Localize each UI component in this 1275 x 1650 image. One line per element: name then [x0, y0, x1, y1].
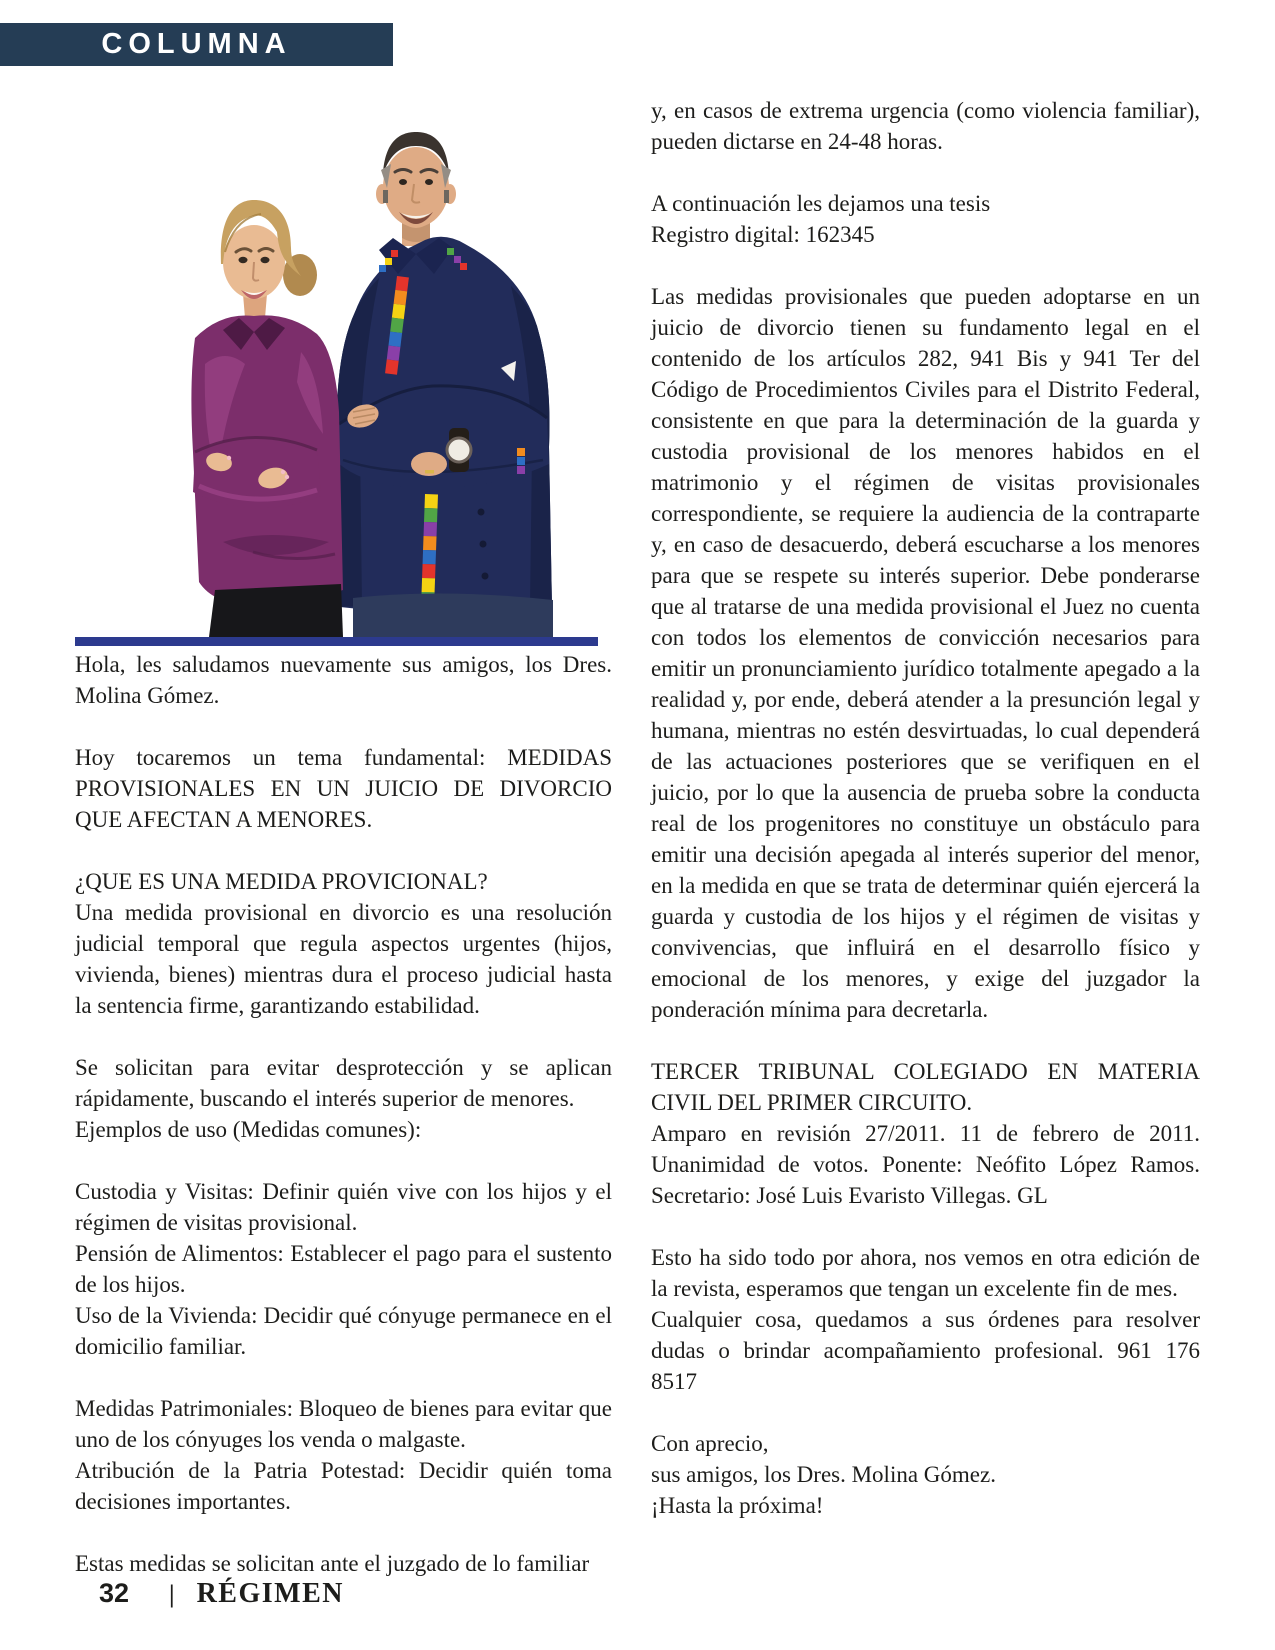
- paragraph: ¿QUE ES UNA MEDIDA PROVICIONAL?: [75, 869, 488, 894]
- woman-figure: [191, 200, 343, 637]
- paragraph: Estas medidas se solicitan ante el juzgado de lo familiar: [75, 1551, 590, 1576]
- paragraph: Con aprecio,: [651, 1431, 769, 1456]
- paragraph: Medidas Patrimoniales: Bloqueo de bienes para evitar que uno de los cónyuges los venda o malgaste.: [75, 1396, 612, 1452]
- authors-photo: [103, 112, 593, 637]
- paragraph: TERCER TRIBUNAL COLEGIADO EN MATERIA CIVIL DEL PRIMER CIRCUITO.: [651, 1059, 1200, 1115]
- paragraph: y, en casos de extrema urgencia (como violencia familiar), pueden dictarse en 24-48 horas.: [651, 98, 1200, 154]
- section-header-band: [0, 23, 393, 66]
- paragraph: Cualquier cosa, quedamos a sus órdenes para resolver dudas o brindar acompañamiento profesional. 961 176 8517: [651, 1307, 1200, 1394]
- page-footer: [99, 1578, 344, 1610]
- paragraph: Las medidas provisionales que pueden adoptarse en un juicio de divorcio tienen su fundamento legal en el contenido de los artículos 282, 941 Bis y 941 Ter del Código de Procedimientos Civiles para el Distrito Federal, consistente en que para la determinación de la guarda y custodia provisional de los menores habidos en el matrimonio y el régimen de visitas provisionales correspondiente, se requiere la audiencia de la contraparte y, en caso de desacuerdo, deberá escucharse a los menores para que se respete su interés superior. Debe ponderarse que al tratarse de una medida provisional el Juez no cuenta con todos los elementos de convicción necesarios para emitir un pronunciamiento jurídico totalmente apegado a la realidad y, por ende, deberá atender a la presunción legal y humana, mientras no estén desvirtuadas, lo cual dependerá de las actuaciones posteriores que se verifiquen en el juicio, por lo que la ausencia de prueba sobre la conducta real de los progenitores no constituye un obstáculo para emitir una decisión apegada al interés superior del menor, en la medida en que se trata de determinar quién ejercerá la guarda y custodia de los hijos y el régimen de visitas y convivencias, que influirá en el desarrollo físico y emocional de los menores, y exige del juzgador la ponderación mínima para decretarla.: [651, 284, 1200, 1022]
- magazine-name: RÉGIMEN: [196, 1578, 344, 1609]
- paragraph: Registro digital: 162345: [651, 222, 875, 247]
- paragraph: Uso de la Vivienda: Decidir qué cónyuge permanece en el domicilio familiar.: [75, 1303, 612, 1359]
- paragraph: Atribución de la Patria Potestad: Decidir quién toma decisiones importantes.: [75, 1458, 612, 1514]
- paragraph: Ejemplos de uso (Medidas comunes):: [75, 1117, 422, 1142]
- right-text-column: [651, 95, 1200, 1521]
- paragraph: Hola, les saludamos nuevamente sus amigos, los Dres. Molina Gómez.: [75, 652, 612, 708]
- footer-separator: |: [169, 1581, 175, 1608]
- paragraph: Se solicitan para evitar desprotección y se aplican rápidamente, buscando el interés superior de menores.: [75, 1055, 612, 1111]
- paragraph: A continuación les dejamos una tesis: [651, 191, 991, 216]
- paragraph: Hoy tocaremos un tema fundamental: MEDIDAS PROVISIONALES EN UN JUICIO DE DIVORCIO QUE AFECTAN A MENORES.: [75, 745, 612, 832]
- paragraph: Amparo en revisión 27/2011. 11 de febrero de 2011. Unanimidad de votos. Ponente: Neófito López Ramos. Secretario: José Luis Evaristo Villegas. GL: [651, 1121, 1200, 1208]
- section-title: COLUMNA: [101, 28, 292, 60]
- man-figure: [337, 132, 553, 637]
- paragraph: ¡Hasta la próxima!: [651, 1493, 824, 1518]
- paragraph: sus amigos, los Dres. Molina Gómez.: [651, 1462, 996, 1487]
- paragraph: Esto ha sido todo por ahora, nos vemos en otra edición de la revista, esperamos que tengan un excelente fin de mes.: [651, 1245, 1200, 1301]
- paragraph: Una medida provisional en divorcio es una resolución judicial temporal que regula aspectos urgentes (hijos, vivienda, bienes) mientras dura el proceso judicial hasta la sentencia firme, garantizando estabilidad.: [75, 900, 612, 1018]
- paragraph: Pensión de Alimentos: Establecer el pago para el sustento de los hijos.: [75, 1241, 612, 1297]
- paragraph: Custodia y Visitas: Definir quién vive con los hijos y el régimen de visitas provisional.: [75, 1179, 612, 1235]
- page-number: 32: [99, 1578, 130, 1608]
- photo-underline-divider: [75, 637, 598, 646]
- left-text-column: [75, 649, 612, 1579]
